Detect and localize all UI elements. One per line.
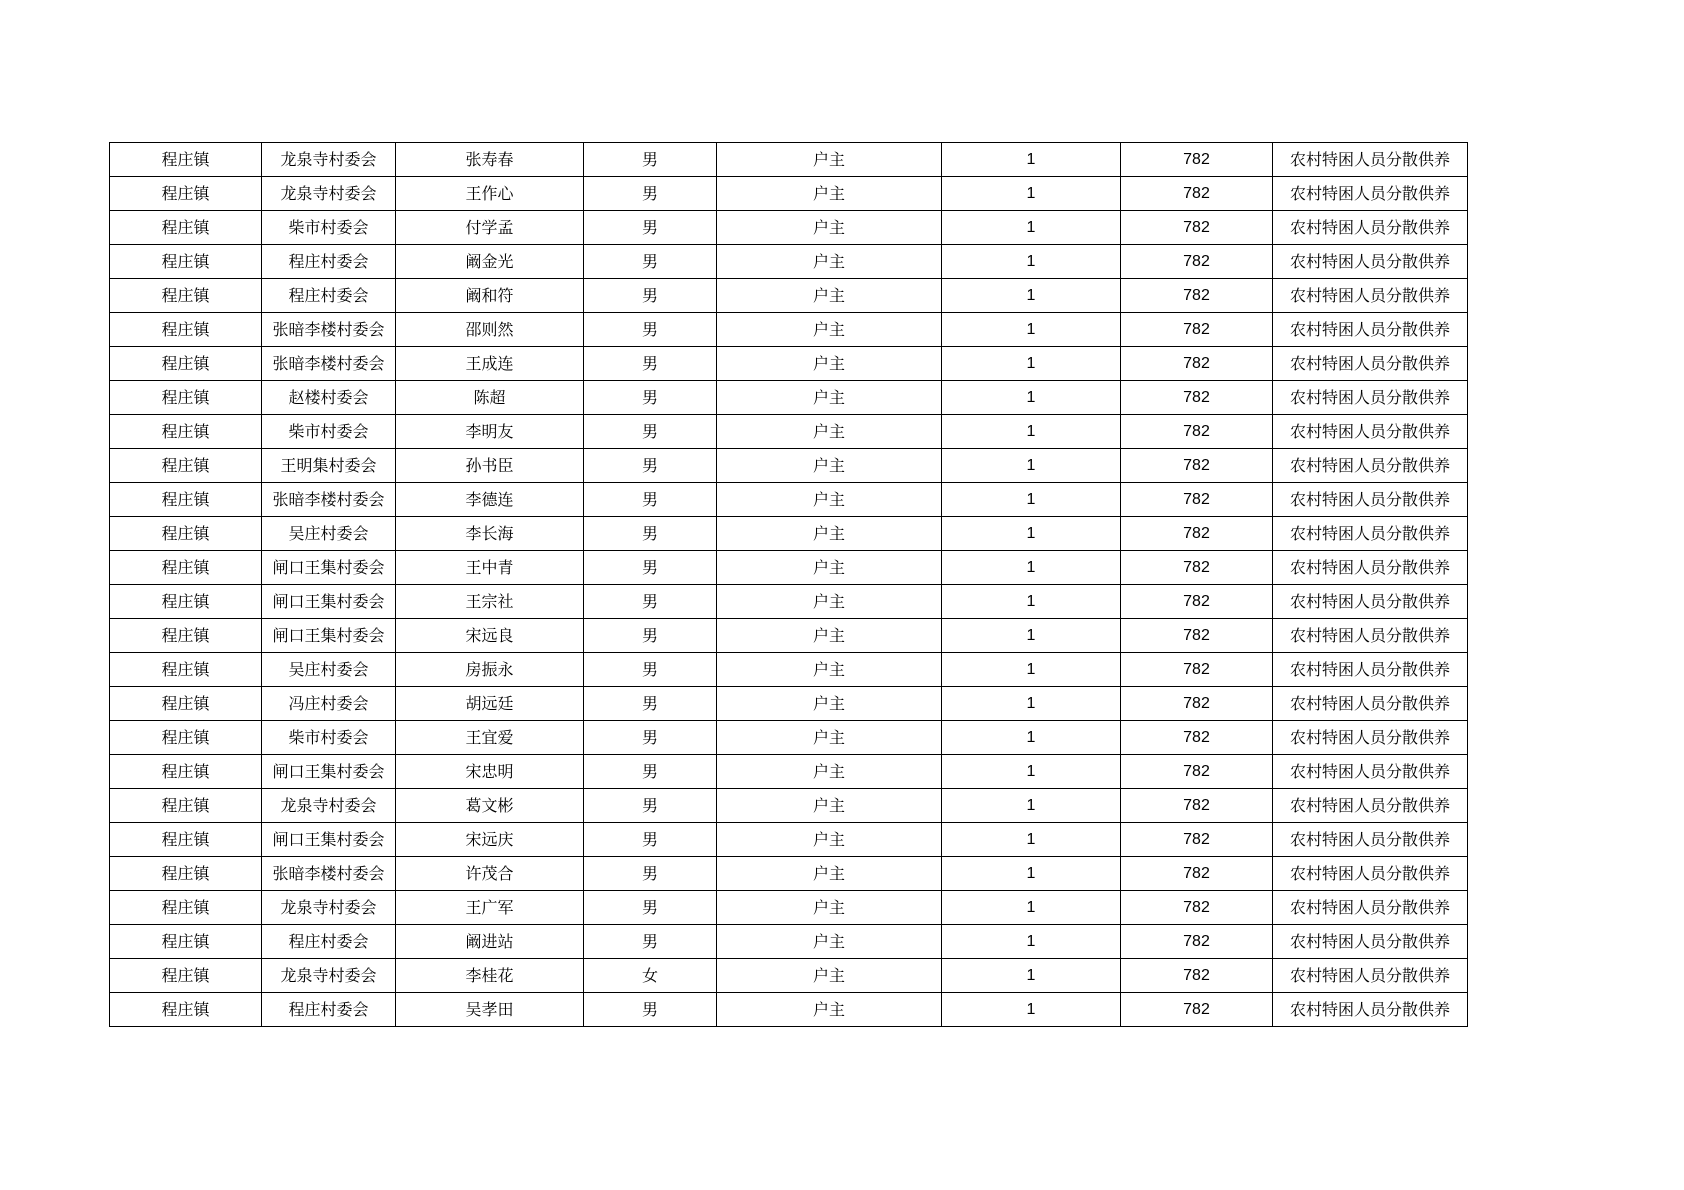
sex-cell: 男 xyxy=(584,687,717,721)
table-row xyxy=(110,245,1468,279)
assistance-type-cell: 农村特困人员分散供养 xyxy=(1273,245,1468,279)
town-cell: 程庄镇 xyxy=(110,177,262,211)
table-row xyxy=(110,211,1468,245)
assistance-type-cell: 农村特困人员分散供养 xyxy=(1273,891,1468,925)
table-row xyxy=(110,857,1468,891)
table-row xyxy=(110,585,1468,619)
relation-cell: 户主 xyxy=(717,449,942,483)
sex-cell: 女 xyxy=(584,959,717,993)
relation-cell: 户主 xyxy=(717,313,942,347)
village-cell: 赵楼村委会 xyxy=(262,381,396,415)
sex-cell: 男 xyxy=(584,551,717,585)
table-row xyxy=(110,891,1468,925)
household-count-cell: 1 xyxy=(942,789,1121,823)
assistance-type-cell: 农村特困人员分散供养 xyxy=(1273,449,1468,483)
village-cell: 张暗李楼村委会 xyxy=(262,857,396,891)
village-cell: 柴市村委会 xyxy=(262,415,396,449)
assistance-type-cell: 农村特困人员分散供养 xyxy=(1273,755,1468,789)
name-cell: 宋远庆 xyxy=(396,823,584,857)
amount-cell: 782 xyxy=(1121,551,1273,585)
household-count-cell: 1 xyxy=(942,347,1121,381)
name-cell: 李桂花 xyxy=(396,959,584,993)
assistance-type-cell: 农村特困人员分散供养 xyxy=(1273,653,1468,687)
table-row xyxy=(110,551,1468,585)
assistance-type-cell: 农村特困人员分散供养 xyxy=(1273,619,1468,653)
sex-cell: 男 xyxy=(584,143,717,177)
relation-cell: 户主 xyxy=(717,857,942,891)
sex-cell: 男 xyxy=(584,857,717,891)
relation-cell: 户主 xyxy=(717,619,942,653)
household-count-cell: 1 xyxy=(942,381,1121,415)
town-cell: 程庄镇 xyxy=(110,687,262,721)
sex-cell: 男 xyxy=(584,823,717,857)
relation-cell: 户主 xyxy=(717,687,942,721)
household-count-cell: 1 xyxy=(942,721,1121,755)
assistance-type-cell: 农村特困人员分散供养 xyxy=(1273,959,1468,993)
town-cell: 程庄镇 xyxy=(110,925,262,959)
sex-cell: 男 xyxy=(584,517,717,551)
village-cell: 王明集村委会 xyxy=(262,449,396,483)
household-count-cell: 1 xyxy=(942,517,1121,551)
sex-cell: 男 xyxy=(584,415,717,449)
village-cell: 程庄村委会 xyxy=(262,925,396,959)
assistance-type-cell: 农村特困人员分散供养 xyxy=(1273,279,1468,313)
village-cell: 程庄村委会 xyxy=(262,993,396,1027)
household-count-cell: 1 xyxy=(942,551,1121,585)
assistance-type-cell: 农村特困人员分散供养 xyxy=(1273,381,1468,415)
town-cell: 程庄镇 xyxy=(110,483,262,517)
village-cell: 龙泉寺村委会 xyxy=(262,143,396,177)
sex-cell: 男 xyxy=(584,313,717,347)
relation-cell: 户主 xyxy=(717,755,942,789)
town-cell: 程庄镇 xyxy=(110,857,262,891)
assistance-type-cell: 农村特困人员分散供养 xyxy=(1273,143,1468,177)
amount-cell: 782 xyxy=(1121,313,1273,347)
household-count-cell: 1 xyxy=(942,279,1121,313)
relation-cell: 户主 xyxy=(717,959,942,993)
town-cell: 程庄镇 xyxy=(110,755,262,789)
sex-cell: 男 xyxy=(584,755,717,789)
name-cell: 许茂合 xyxy=(396,857,584,891)
amount-cell: 782 xyxy=(1121,891,1273,925)
relation-cell: 户主 xyxy=(717,143,942,177)
amount-cell: 782 xyxy=(1121,857,1273,891)
table-row xyxy=(110,381,1468,415)
amount-cell: 782 xyxy=(1121,823,1273,857)
sex-cell: 男 xyxy=(584,653,717,687)
household-count-cell: 1 xyxy=(942,177,1121,211)
assistance-type-cell: 农村特困人员分散供养 xyxy=(1273,483,1468,517)
table-row xyxy=(110,619,1468,653)
relation-cell: 户主 xyxy=(717,347,942,381)
table-row xyxy=(110,517,1468,551)
town-cell: 程庄镇 xyxy=(110,721,262,755)
sex-cell: 男 xyxy=(584,211,717,245)
relation-cell: 户主 xyxy=(717,551,942,585)
amount-cell: 782 xyxy=(1121,653,1273,687)
name-cell: 王宗社 xyxy=(396,585,584,619)
village-cell: 张暗李楼村委会 xyxy=(262,483,396,517)
relation-cell: 户主 xyxy=(717,211,942,245)
amount-cell: 782 xyxy=(1121,993,1273,1027)
name-cell: 王作心 xyxy=(396,177,584,211)
household-count-cell: 1 xyxy=(942,653,1121,687)
village-cell: 张暗李楼村委会 xyxy=(262,347,396,381)
amount-cell: 782 xyxy=(1121,925,1273,959)
assistance-type-cell: 农村特困人员分散供养 xyxy=(1273,585,1468,619)
town-cell: 程庄镇 xyxy=(110,381,262,415)
town-cell: 程庄镇 xyxy=(110,585,262,619)
table-row xyxy=(110,279,1468,313)
name-cell: 房振永 xyxy=(396,653,584,687)
name-cell: 阚金光 xyxy=(396,245,584,279)
town-cell: 程庄镇 xyxy=(110,823,262,857)
sex-cell: 男 xyxy=(584,483,717,517)
amount-cell: 782 xyxy=(1121,755,1273,789)
relation-cell: 户主 xyxy=(717,585,942,619)
relation-cell: 户主 xyxy=(717,891,942,925)
assistance-type-cell: 农村特困人员分散供养 xyxy=(1273,823,1468,857)
sex-cell: 男 xyxy=(584,381,717,415)
assistance-type-cell: 农村特困人员分散供养 xyxy=(1273,687,1468,721)
table-row xyxy=(110,721,1468,755)
name-cell: 陈超 xyxy=(396,381,584,415)
amount-cell: 782 xyxy=(1121,245,1273,279)
name-cell: 胡远廷 xyxy=(396,687,584,721)
household-count-cell: 1 xyxy=(942,211,1121,245)
amount-cell: 782 xyxy=(1121,211,1273,245)
household-count-cell: 1 xyxy=(942,483,1121,517)
sex-cell: 男 xyxy=(584,619,717,653)
household-count-cell: 1 xyxy=(942,959,1121,993)
village-cell: 柴市村委会 xyxy=(262,721,396,755)
assistance-type-cell: 农村特困人员分散供养 xyxy=(1273,925,1468,959)
table-row xyxy=(110,687,1468,721)
town-cell: 程庄镇 xyxy=(110,653,262,687)
town-cell: 程庄镇 xyxy=(110,279,262,313)
relation-cell: 户主 xyxy=(717,823,942,857)
household-count-cell: 1 xyxy=(942,687,1121,721)
table-row xyxy=(110,823,1468,857)
household-count-cell: 1 xyxy=(942,449,1121,483)
name-cell: 张寿春 xyxy=(396,143,584,177)
village-cell: 闸口王集村委会 xyxy=(262,551,396,585)
village-cell: 闸口王集村委会 xyxy=(262,823,396,857)
sex-cell: 男 xyxy=(584,177,717,211)
name-cell: 宋远良 xyxy=(396,619,584,653)
name-cell: 邵则然 xyxy=(396,313,584,347)
assistance-type-cell: 农村特困人员分散供养 xyxy=(1273,857,1468,891)
town-cell: 程庄镇 xyxy=(110,959,262,993)
name-cell: 李德连 xyxy=(396,483,584,517)
village-cell: 程庄村委会 xyxy=(262,279,396,313)
relation-cell: 户主 xyxy=(717,925,942,959)
amount-cell: 782 xyxy=(1121,347,1273,381)
assistance-type-cell: 农村特困人员分散供养 xyxy=(1273,721,1468,755)
name-cell: 王中青 xyxy=(396,551,584,585)
town-cell: 程庄镇 xyxy=(110,415,262,449)
household-count-cell: 1 xyxy=(942,857,1121,891)
name-cell: 阚进站 xyxy=(396,925,584,959)
village-cell: 龙泉寺村委会 xyxy=(262,789,396,823)
village-cell: 张暗李楼村委会 xyxy=(262,313,396,347)
name-cell: 付学孟 xyxy=(396,211,584,245)
sex-cell: 男 xyxy=(584,245,717,279)
sex-cell: 男 xyxy=(584,279,717,313)
town-cell: 程庄镇 xyxy=(110,891,262,925)
name-cell: 王宜爱 xyxy=(396,721,584,755)
amount-cell: 782 xyxy=(1121,619,1273,653)
amount-cell: 782 xyxy=(1121,585,1273,619)
village-cell: 冯庄村委会 xyxy=(262,687,396,721)
table-row xyxy=(110,959,1468,993)
household-count-cell: 1 xyxy=(942,755,1121,789)
town-cell: 程庄镇 xyxy=(110,143,262,177)
name-cell: 孙书臣 xyxy=(396,449,584,483)
sex-cell: 男 xyxy=(584,449,717,483)
household-count-cell: 1 xyxy=(942,891,1121,925)
sex-cell: 男 xyxy=(584,789,717,823)
household-count-cell: 1 xyxy=(942,415,1121,449)
town-cell: 程庄镇 xyxy=(110,449,262,483)
name-cell: 李长海 xyxy=(396,517,584,551)
table-row xyxy=(110,653,1468,687)
assistance-type-cell: 农村特困人员分散供养 xyxy=(1273,789,1468,823)
name-cell: 宋忠明 xyxy=(396,755,584,789)
relation-cell: 户主 xyxy=(717,721,942,755)
name-cell: 阚和符 xyxy=(396,279,584,313)
town-cell: 程庄镇 xyxy=(110,517,262,551)
assistance-type-cell: 农村特困人员分散供养 xyxy=(1273,211,1468,245)
amount-cell: 782 xyxy=(1121,143,1273,177)
name-cell: 王成连 xyxy=(396,347,584,381)
household-count-cell: 1 xyxy=(942,619,1121,653)
town-cell: 程庄镇 xyxy=(110,347,262,381)
town-cell: 程庄镇 xyxy=(110,789,262,823)
sex-cell: 男 xyxy=(584,891,717,925)
relation-cell: 户主 xyxy=(717,993,942,1027)
table-row xyxy=(110,483,1468,517)
sex-cell: 男 xyxy=(584,347,717,381)
table-row xyxy=(110,925,1468,959)
village-cell: 闸口王集村委会 xyxy=(262,755,396,789)
amount-cell: 782 xyxy=(1121,415,1273,449)
relation-cell: 户主 xyxy=(717,381,942,415)
name-cell: 吴孝田 xyxy=(396,993,584,1027)
assistance-type-cell: 农村特困人员分散供养 xyxy=(1273,347,1468,381)
document-page xyxy=(109,142,1468,1027)
village-cell: 龙泉寺村委会 xyxy=(262,891,396,925)
relation-cell: 户主 xyxy=(717,653,942,687)
household-count-cell: 1 xyxy=(942,585,1121,619)
assistance-type-cell: 农村特困人员分散供养 xyxy=(1273,313,1468,347)
name-cell: 王广军 xyxy=(396,891,584,925)
village-cell: 柴市村委会 xyxy=(262,211,396,245)
relation-cell: 户主 xyxy=(717,245,942,279)
amount-cell: 782 xyxy=(1121,449,1273,483)
amount-cell: 782 xyxy=(1121,279,1273,313)
relation-cell: 户主 xyxy=(717,279,942,313)
amount-cell: 782 xyxy=(1121,959,1273,993)
household-count-cell: 1 xyxy=(942,925,1121,959)
amount-cell: 782 xyxy=(1121,687,1273,721)
assistance-type-cell: 农村特困人员分散供养 xyxy=(1273,177,1468,211)
amount-cell: 782 xyxy=(1121,483,1273,517)
relation-cell: 户主 xyxy=(717,415,942,449)
sex-cell: 男 xyxy=(584,925,717,959)
amount-cell: 782 xyxy=(1121,517,1273,551)
amount-cell: 782 xyxy=(1121,789,1273,823)
name-cell: 李明友 xyxy=(396,415,584,449)
household-count-cell: 1 xyxy=(942,313,1121,347)
table-row xyxy=(110,789,1468,823)
household-count-cell: 1 xyxy=(942,993,1121,1027)
assistance-type-cell: 农村特困人员分散供养 xyxy=(1273,517,1468,551)
table-row xyxy=(110,347,1468,381)
table-row xyxy=(110,313,1468,347)
town-cell: 程庄镇 xyxy=(110,993,262,1027)
table-row xyxy=(110,143,1468,177)
household-count-cell: 1 xyxy=(942,245,1121,279)
relation-cell: 户主 xyxy=(717,483,942,517)
town-cell: 程庄镇 xyxy=(110,211,262,245)
town-cell: 程庄镇 xyxy=(110,551,262,585)
relation-cell: 户主 xyxy=(717,517,942,551)
table-row xyxy=(110,449,1468,483)
village-cell: 程庄村委会 xyxy=(262,245,396,279)
village-cell: 闸口王集村委会 xyxy=(262,619,396,653)
town-cell: 程庄镇 xyxy=(110,619,262,653)
table-row xyxy=(110,755,1468,789)
assistance-roster-table xyxy=(109,142,1468,1027)
village-cell: 龙泉寺村委会 xyxy=(262,177,396,211)
village-cell: 吴庄村委会 xyxy=(262,517,396,551)
roster-body xyxy=(110,143,1468,1027)
relation-cell: 户主 xyxy=(717,177,942,211)
household-count-cell: 1 xyxy=(942,143,1121,177)
table-row xyxy=(110,415,1468,449)
town-cell: 程庄镇 xyxy=(110,245,262,279)
table-row xyxy=(110,993,1468,1027)
sex-cell: 男 xyxy=(584,993,717,1027)
table-row xyxy=(110,177,1468,211)
village-cell: 闸口王集村委会 xyxy=(262,585,396,619)
relation-cell: 户主 xyxy=(717,789,942,823)
name-cell: 葛文彬 xyxy=(396,789,584,823)
town-cell: 程庄镇 xyxy=(110,313,262,347)
village-cell: 吴庄村委会 xyxy=(262,653,396,687)
village-cell: 龙泉寺村委会 xyxy=(262,959,396,993)
amount-cell: 782 xyxy=(1121,177,1273,211)
household-count-cell: 1 xyxy=(942,823,1121,857)
assistance-type-cell: 农村特困人员分散供养 xyxy=(1273,993,1468,1027)
sex-cell: 男 xyxy=(584,585,717,619)
assistance-type-cell: 农村特困人员分散供养 xyxy=(1273,551,1468,585)
assistance-type-cell: 农村特困人员分散供养 xyxy=(1273,415,1468,449)
sex-cell: 男 xyxy=(584,721,717,755)
amount-cell: 782 xyxy=(1121,381,1273,415)
amount-cell: 782 xyxy=(1121,721,1273,755)
